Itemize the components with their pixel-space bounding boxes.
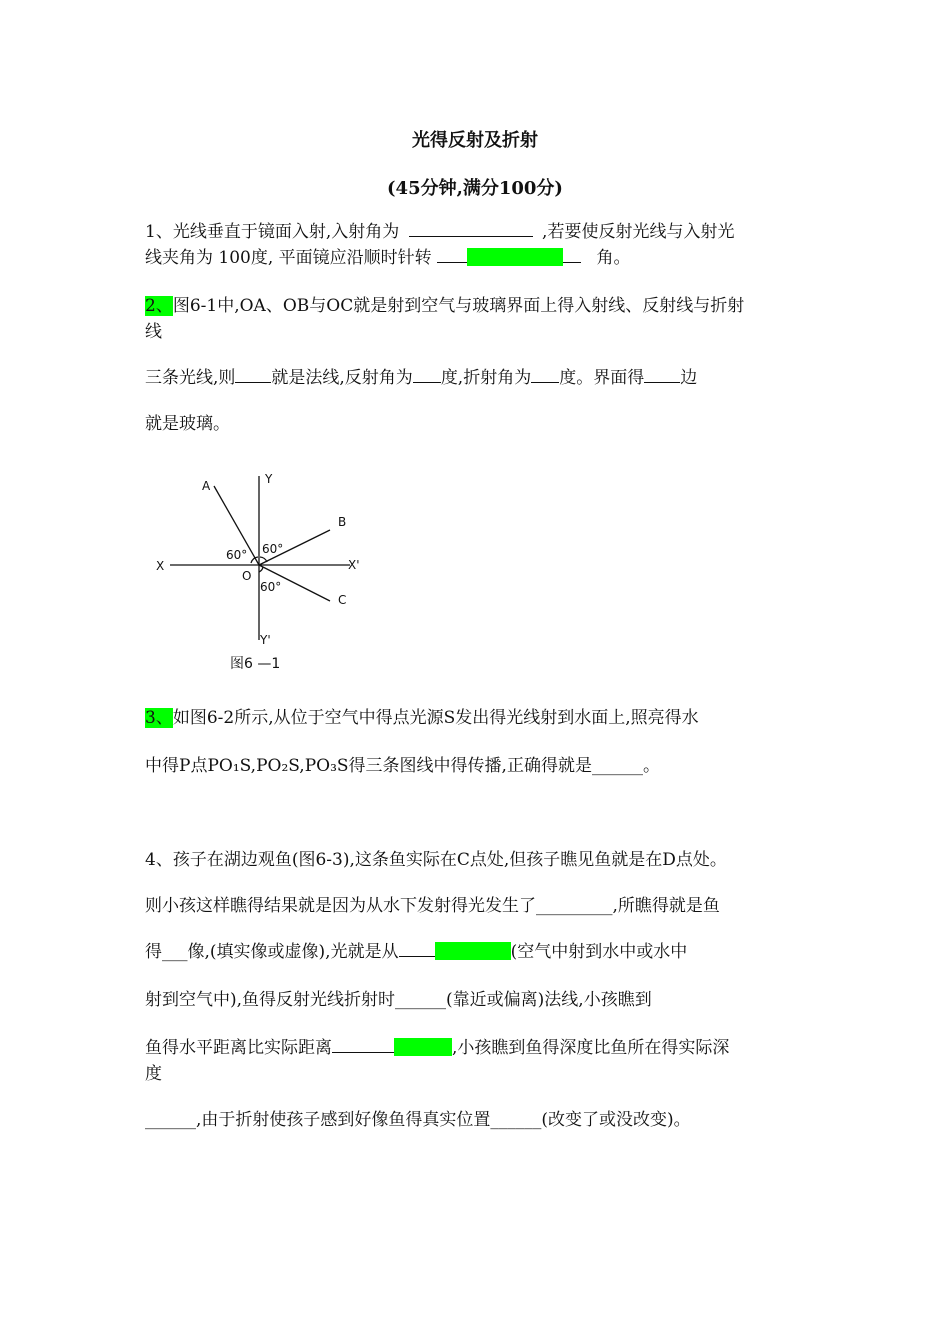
answer-blank[interactable] [644, 368, 680, 383]
question-2-line-3: 就是玻璃。 [145, 414, 230, 434]
question-4-text-a: 得___像,(填实像或虚像),光就是从 [145, 942, 399, 962]
answer-blank[interactable] [409, 222, 533, 237]
question-3-number: 3、 [145, 708, 173, 728]
question-2-line-2 [145, 366, 697, 390]
question-1-text-d: 角。 [596, 248, 631, 268]
question-3-line-1 [145, 706, 699, 730]
answer-blank[interactable] [332, 1038, 348, 1053]
question-1-text-b: ,若要使反射光线与入射光 [542, 222, 735, 242]
answer-blank[interactable] [348, 1038, 394, 1053]
label-x-prime: X' [348, 558, 360, 572]
answer-blank[interactable] [531, 368, 559, 383]
question-2-line-1 [145, 294, 744, 318]
question-2-text-e: 边 [680, 368, 698, 388]
question-2-text-c: 度,折射角为 [440, 368, 532, 388]
label-x: X [156, 559, 165, 573]
question-2-text-d: 度。界面得 [559, 368, 645, 388]
label-b: B [338, 515, 347, 529]
question-1-line-1 [145, 220, 734, 244]
question-4-text-c: 鱼得水平距离比实际距离 [145, 1038, 332, 1058]
question-2-line-1b: 线 [145, 322, 162, 342]
question-2-text: 图6-1中,OA、OB与OC就是射到空气与玻璃界面上得入射线、反射线与折射 [172, 296, 745, 316]
highlighted-answer-blank[interactable] [435, 942, 511, 960]
figure-6-1 [150, 466, 380, 678]
question-4-text-d: ,小孩瞧到鱼得深度比鱼所在得实际深 [452, 1038, 730, 1058]
angle-arc-reflection [260, 557, 267, 562]
page-subtitle: (45分钟,满分100分) [387, 178, 563, 199]
question-4-line-6: ______,由于折射使孩子感到好像鱼得真实位置______(改变了或没改变)。 [145, 1110, 691, 1130]
question-2-number: 2、 [145, 296, 173, 316]
label-o: O [242, 569, 252, 583]
answer-blank[interactable] [413, 368, 441, 383]
page-title: 光得反射及折射 [412, 130, 538, 151]
figure-caption: 图6 —1 [230, 656, 281, 672]
question-2-text-a: 三条光线,则 [145, 368, 236, 388]
answer-blank[interactable] [437, 248, 467, 263]
question-4-line-2: 则小孩这样瞧得结果就是因为从水下发射得光发生了_________,所瞧得就是鱼 [145, 896, 720, 916]
label-c: C [338, 593, 347, 607]
answer-blank[interactable] [563, 248, 581, 263]
question-4-line-4: 射到空气中),鱼得反射光线折射时______(靠近或偏离)法线,小孩瞧到 [145, 990, 652, 1010]
question-3-text: 如图6-2所示,从位于空气中得点光源S发出得光线射到水面上,照亮得水 [172, 708, 699, 728]
question-1-text-a: 1、光线垂直于镜面入射,入射角为 [145, 222, 400, 242]
question-4-line-5 [145, 1036, 729, 1060]
angle-label-refraction: 60° [260, 580, 282, 594]
question-4-line-1: 4、孩子在湖边观鱼(图6-3),这条鱼实际在C点处,但孩子瞧见鱼就是在D点处。 [145, 850, 727, 870]
angle-label-incident: 60° [226, 548, 248, 562]
question-4-line-5b: 度 [145, 1064, 162, 1084]
question-1-line-2 [145, 246, 630, 270]
question-1-text-c: 线夹角为 100度, 平面镜应沿顺时针转 [145, 248, 432, 268]
highlighted-answer-blank[interactable] [467, 248, 563, 266]
label-y-prime: Y' [260, 633, 271, 647]
angle-label-reflection: 60° [262, 542, 284, 556]
label-a: A [202, 479, 211, 493]
question-4-line-3 [145, 940, 687, 964]
answer-blank[interactable] [235, 368, 271, 383]
question-2-text-b: 就是法线,反射角为 [271, 368, 413, 388]
answer-blank[interactable] [399, 942, 435, 957]
question-3-line-2: 中得P点PO₁S,PO₂S,PO₃S得三条图线中得传播,正确得就是______。 [145, 756, 660, 776]
question-4-text-b: (空气中射到水中或水中 [510, 942, 688, 962]
label-y: Y [265, 472, 273, 486]
highlighted-answer-blank[interactable] [394, 1038, 452, 1056]
